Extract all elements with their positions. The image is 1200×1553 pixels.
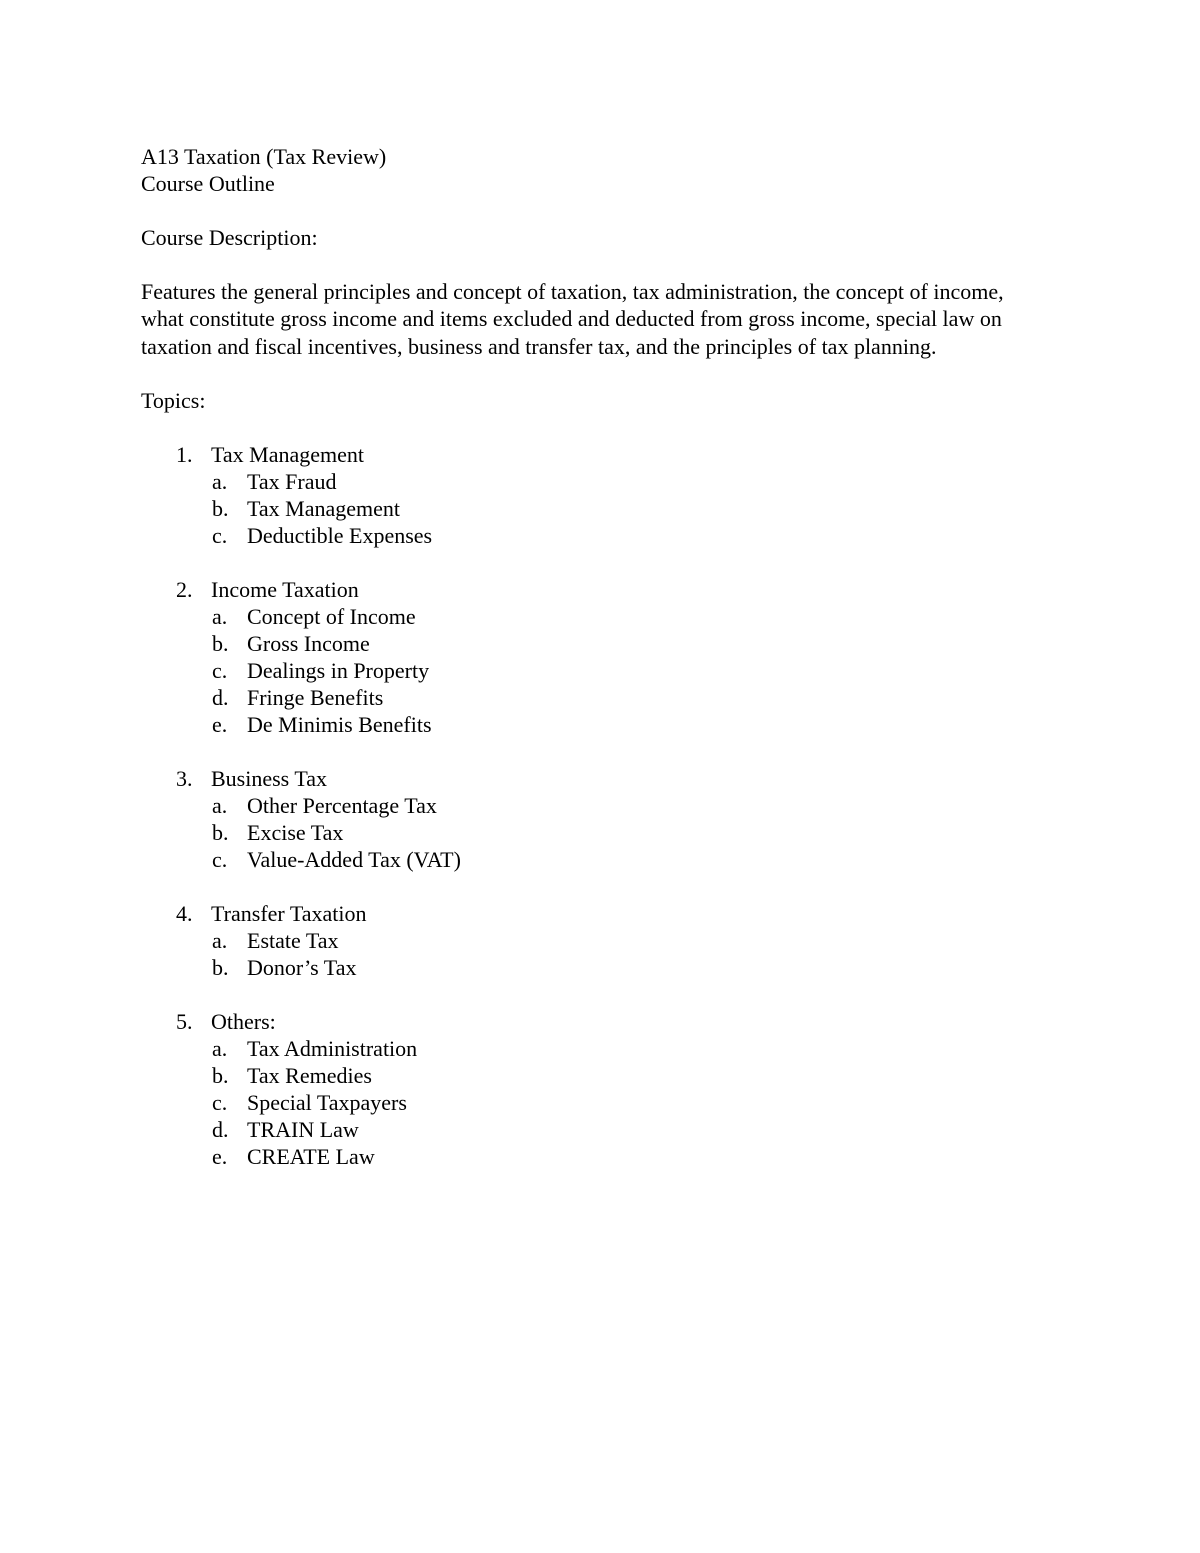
subtopic-text: Deductible Expenses xyxy=(247,522,433,548)
course-description: Features the general principles and concept of taxation, tax administration, the concept of income, what constitute gross income and items excluded and deducted from gross income, special law on taxation and fiscal incentives, business and transfer tax, and the principles of tax planning. xyxy=(141,279,1004,359)
subtopic-letter: a. xyxy=(212,468,228,494)
subtopic-item xyxy=(141,711,1061,738)
subtopic-list xyxy=(141,1035,1061,1170)
subtopic-letter: e. xyxy=(212,1143,228,1169)
subtopic-list xyxy=(141,603,1061,738)
topic-item xyxy=(141,900,1061,981)
topic-title: Transfer Taxation xyxy=(211,900,367,926)
subtopic-text: TRAIN Law xyxy=(247,1116,359,1142)
topic-number: 1. xyxy=(176,441,193,467)
topic-item xyxy=(141,441,1061,549)
subtopic-item xyxy=(141,819,1061,846)
subtopic-text: Donor’s Tax xyxy=(247,954,357,980)
spacer xyxy=(141,251,1061,278)
subtopic-text: Concept of Income xyxy=(247,603,416,629)
topics-list xyxy=(141,441,1061,1170)
topic-number: 2. xyxy=(176,576,193,602)
subtopic-list xyxy=(141,792,1061,873)
subtopic-item xyxy=(141,468,1061,495)
spacer xyxy=(141,360,1061,387)
subtopic-letter: c. xyxy=(212,522,228,548)
subtopic-letter: b. xyxy=(212,1062,229,1088)
topic-heading xyxy=(141,765,1061,792)
subtopic-item xyxy=(141,630,1061,657)
subtopic-letter: b. xyxy=(212,954,229,980)
subtopic-text: CREATE Law xyxy=(247,1143,375,1169)
subtopic-item xyxy=(141,846,1061,873)
subtopic-letter: b. xyxy=(212,495,229,521)
topic-item xyxy=(141,576,1061,738)
subtopic-letter: a. xyxy=(212,1035,228,1061)
subtopic-item xyxy=(141,684,1061,711)
subtopic-letter: c. xyxy=(212,657,228,683)
subtopic-letter: c. xyxy=(212,1089,228,1115)
document-page xyxy=(141,143,1061,1197)
subtopic-list xyxy=(141,468,1061,549)
topic-heading xyxy=(141,1008,1061,1035)
subtopic-item xyxy=(141,792,1061,819)
subtopic-text: Tax Management xyxy=(247,495,401,521)
topic-item xyxy=(141,1008,1061,1170)
subtopic-item xyxy=(141,1143,1061,1170)
subtopic-item xyxy=(141,1089,1061,1116)
subtopic-item xyxy=(141,1116,1061,1143)
topic-number: 5. xyxy=(176,1008,193,1034)
subtopic-letter: d. xyxy=(212,1116,229,1142)
subtopic-item xyxy=(141,522,1061,549)
subtopic-letter: d. xyxy=(212,684,229,710)
subtopic-item xyxy=(141,954,1061,981)
subtopic-text: Tax Administration xyxy=(247,1035,418,1061)
subtopic-text: Gross Income xyxy=(247,630,370,656)
topics-heading: Topics: xyxy=(141,387,206,413)
subtopic-text: Fringe Benefits xyxy=(247,684,384,710)
subtopic-letter: b. xyxy=(212,819,229,845)
subtopic-text: Special Taxpayers xyxy=(247,1089,407,1115)
spacer xyxy=(141,414,1061,441)
topic-heading xyxy=(141,576,1061,603)
document-title: A13 Taxation (Tax Review) xyxy=(141,144,387,169)
spacer xyxy=(141,197,1061,224)
topic-heading xyxy=(141,441,1061,468)
subtopic-text: Estate Tax xyxy=(247,927,339,953)
subtopic-letter: e. xyxy=(212,711,228,737)
subtopic-letter: a. xyxy=(212,792,228,818)
topic-title: Income Taxation xyxy=(211,576,359,602)
subtopic-item xyxy=(141,657,1061,684)
subtopic-text: Tax Remedies xyxy=(247,1062,372,1088)
subtopic-item xyxy=(141,1035,1061,1062)
description-heading: Course Description: xyxy=(141,225,318,250)
subtopic-item xyxy=(141,603,1061,630)
subtopic-text: Tax Fraud xyxy=(247,468,337,494)
topic-item xyxy=(141,765,1061,873)
topic-title: Tax Management xyxy=(211,441,365,467)
subtopic-item xyxy=(141,927,1061,954)
subtopic-letter: b. xyxy=(212,630,229,656)
subtopic-text: Dealings in Property xyxy=(247,657,430,683)
topic-number: 4. xyxy=(176,900,193,926)
subtopic-letter: a. xyxy=(212,603,228,629)
subtopic-letter: a. xyxy=(212,927,228,953)
subtopic-text: Other Percentage Tax xyxy=(247,792,437,818)
subtopic-text: Value-Added Tax (VAT) xyxy=(247,846,461,872)
subtopic-text: De Minimis Benefits xyxy=(247,711,432,737)
subtopic-text: Excise Tax xyxy=(247,819,344,845)
subtopic-item xyxy=(141,495,1061,522)
subtopic-list xyxy=(141,927,1061,981)
subtopic-item xyxy=(141,1062,1061,1089)
document-subtitle: Course Outline xyxy=(141,171,275,196)
subtopic-letter: c. xyxy=(212,846,228,872)
topic-heading xyxy=(141,900,1061,927)
topic-title: Others: xyxy=(211,1008,276,1034)
topic-number: 3. xyxy=(176,765,193,791)
topic-title: Business Tax xyxy=(211,765,328,791)
